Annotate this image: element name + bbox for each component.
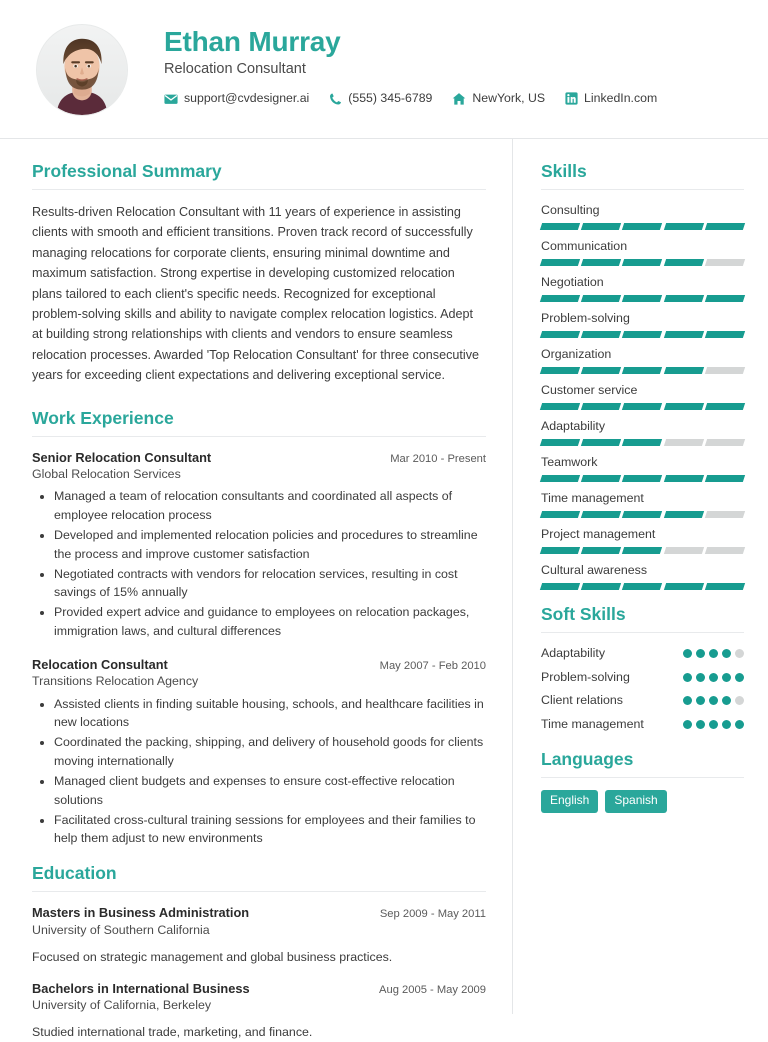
skill-level-bar: [541, 511, 744, 518]
skill-segment: [622, 223, 662, 230]
list-item: • Developed and implemented relocation policies and procedures to streamline the process and improve customer satisfaction: [54, 526, 486, 564]
skill-level-bar: [541, 475, 744, 482]
section-skills: [541, 161, 744, 590]
skill-segment: [705, 223, 745, 230]
list-item: • Coordinated the packing, shipping, and delivery of household goods for clients moving internationally: [54, 733, 486, 771]
section-divider: [541, 777, 744, 778]
section-title-languages: Languages: [541, 748, 634, 769]
education-entry-head: [32, 980, 486, 997]
contact-phone[interactable]: [329, 92, 432, 106]
skill-label: Consulting: [541, 203, 600, 217]
skill-segment: [581, 583, 621, 590]
skill-row: [541, 490, 744, 518]
skill-segment: [663, 403, 703, 410]
skill-segment: [581, 223, 621, 230]
skill-level-bar: [541, 439, 744, 446]
rating-dot: [722, 649, 731, 658]
contact-row: [164, 92, 657, 106]
skill-segment: [622, 475, 662, 482]
education-date: Aug 2005 - May 2009: [379, 983, 486, 996]
skill-segment: [622, 331, 662, 338]
skill-segment: [540, 403, 580, 410]
soft-skill-label: Time management: [541, 717, 644, 732]
skills-list: [541, 202, 744, 590]
skill-segment: [622, 367, 662, 374]
skill-label: Communication: [541, 238, 628, 253]
skill-segment: [540, 547, 580, 554]
summary-text: Results-driven Relocation Consultant with 11 years of experience in assisting clients with smooth and efficient transitions. Proven track record of successfully managing relocations for corporate clients, ensuring minimal downtime and maximum satisfaction. Strong expertise in developing customized relocation plans tailored to each client's specific needs. Recognized for exceptional problem-solving skills and ability to navigate complex relocation logistics. Adept at building strong relationships with clients and vendors to ensure seamless relocation processes. Awarded 'Top Relocation Consultant' for three consecutive years for exceeding client expectations and delivering exceptional service.: [32, 205, 480, 383]
soft-skill-rating: [683, 692, 744, 705]
skill-segment: [705, 547, 745, 554]
skill-label: Organization: [541, 346, 612, 361]
skill-segment: [581, 367, 621, 374]
section-title-summary: Professional Summary: [32, 161, 222, 181]
skill-label: Customer service: [541, 382, 638, 397]
rating-dot: [683, 649, 692, 658]
skill-segment: [540, 367, 580, 374]
sidebar-column: [513, 139, 768, 1014]
rating-dot: [709, 696, 718, 705]
skill-level-bar: [541, 259, 744, 266]
contact-phone-text: (555) 345-6789: [348, 91, 433, 106]
experience-organization: Global Relocation Services: [32, 466, 181, 481]
skill-segment: [581, 403, 621, 410]
education-degree: Masters in Business Administration: [32, 905, 250, 921]
skill-segment: [622, 583, 662, 590]
skill-label: Problem-solving: [541, 310, 630, 325]
contact-linkedin-text: LinkedIn.com: [584, 91, 658, 106]
skill-row: [541, 454, 744, 482]
rating-dot: [696, 720, 705, 729]
envelope-icon: [164, 92, 178, 106]
skill-row: [541, 346, 744, 374]
skill-segment: [540, 223, 580, 230]
skill-segment: [663, 547, 703, 554]
education-date: Sep 2009 - May 2011: [379, 908, 486, 921]
skill-segment: [663, 331, 703, 338]
skill-segment: [540, 475, 580, 482]
section-divider: [32, 891, 486, 892]
main-column: [0, 139, 513, 1040]
section-title-soft-skills: Soft Skills: [541, 603, 626, 624]
skill-row: [541, 238, 744, 266]
section-title-education: Education: [32, 863, 117, 884]
skill-segment: [540, 583, 580, 590]
skill-segment: [540, 439, 580, 446]
skill-row: [541, 274, 744, 302]
skill-row: [541, 526, 744, 554]
skill-level-bar: [541, 367, 744, 374]
skill-segment: [622, 259, 662, 266]
experience-entry: [32, 449, 486, 641]
phone-icon: [329, 92, 342, 106]
skill-level-bar: [541, 223, 744, 230]
rating-dot: [735, 649, 744, 658]
section-divider: [541, 632, 744, 633]
rating-dot: [683, 673, 692, 682]
skill-label: Adaptability: [541, 418, 606, 433]
education-entry: [32, 980, 486, 1042]
skill-segment: [622, 295, 662, 302]
section-professional-summary: [32, 161, 486, 386]
language-chip: English: [541, 790, 598, 813]
skill-segment: [705, 331, 745, 338]
contact-linkedin[interactable]: [565, 92, 657, 105]
skill-segment: [705, 259, 745, 266]
skill-segment: [705, 511, 745, 518]
linkedin-icon: [565, 92, 578, 105]
skill-segment: [663, 259, 703, 266]
resume-header: [0, 0, 768, 139]
section-title-skills: Skills: [541, 161, 587, 181]
skill-segment: [581, 511, 621, 518]
skill-segment: [663, 511, 703, 518]
skill-segment: [663, 439, 703, 446]
skill-segment: [663, 583, 703, 590]
skill-segment: [663, 367, 703, 374]
page-title: Ethan Murray: [164, 26, 341, 57]
experience-role: Relocation Consultant: [32, 656, 168, 672]
rating-dot: [722, 673, 731, 682]
list-item: • Negotiated contracts with vendors for relocation services, resulting in cost savings of 15% annually: [54, 565, 486, 603]
list-item: • Provided expert advice and guidance to employees on relocation packages, immigration laws, and cultural differences: [54, 603, 486, 641]
skill-segment: [705, 367, 745, 374]
section-divider: [32, 189, 486, 190]
rating-dot: [735, 673, 744, 682]
section-divider: [541, 189, 744, 190]
section-education: [32, 863, 486, 1041]
rating-dot: [696, 649, 705, 658]
skill-row: [541, 202, 744, 230]
skill-level-bar: [541, 295, 744, 302]
section-languages: [541, 749, 744, 813]
soft-skill-label: Client relations: [541, 693, 623, 708]
education-description: Focused on strategic management and global business practices.: [32, 949, 393, 964]
education-entry: [32, 904, 486, 966]
rating-dot: [696, 696, 705, 705]
skill-segment: [581, 475, 621, 482]
skill-segment: [663, 295, 703, 302]
skill-level-bar: [541, 583, 744, 590]
skill-segment: [622, 403, 662, 410]
skill-row: [541, 418, 744, 446]
rating-dot: [722, 696, 731, 705]
experience-bullet-list: [32, 695, 486, 849]
skill-segment: [581, 259, 621, 266]
skill-segment: [705, 475, 745, 482]
skill-level-bar: [541, 331, 744, 338]
soft-skill-rating: [683, 645, 744, 658]
profile-photo-illustration: [37, 25, 127, 115]
experience-organization: Transitions Relocation Agency: [32, 674, 199, 689]
experience-date: May 2007 - Feb 2010: [379, 659, 486, 672]
list-item: • Facilitated cross-cultural training sessions for employees and their families to help them adjust to new environments: [54, 811, 486, 849]
education-school: University of Southern California: [32, 922, 210, 937]
languages-list: [541, 790, 744, 813]
avatar: [36, 24, 128, 116]
rating-dot: [735, 720, 744, 729]
contact-location[interactable]: [452, 92, 545, 106]
education-school: University of California, Berkeley: [32, 997, 212, 1012]
experience-entry-head: [32, 656, 486, 673]
experience-bullet-list: [32, 487, 486, 641]
contact-email-text: support@cvdesigner.ai: [184, 91, 310, 106]
skill-level-bar: [541, 547, 744, 554]
section-soft-skills: [541, 604, 744, 733]
skill-label: Teamwork: [541, 454, 598, 469]
skill-label: Negotiation: [541, 274, 604, 289]
skill-segment: [705, 439, 745, 446]
skill-segment: [540, 331, 580, 338]
skill-row: [541, 310, 744, 338]
job-title: Relocation Consultant: [164, 61, 306, 78]
experience-entry: [32, 656, 486, 848]
experience-date: Mar 2010 - Present: [390, 452, 486, 465]
resume-body: [0, 139, 768, 1040]
rating-dot: [696, 673, 705, 682]
skill-segment: [705, 403, 745, 410]
soft-skill-rating: [683, 716, 744, 729]
skill-segment: [540, 511, 580, 518]
experience-entry-head: [32, 449, 486, 466]
skill-segment: [581, 295, 621, 302]
section-work-experience: [32, 408, 486, 849]
contact-email[interactable]: [164, 92, 309, 106]
skill-segment: [540, 259, 580, 266]
soft-skill-rating: [683, 669, 744, 682]
home-icon: [452, 92, 466, 106]
skill-level-bar: [541, 403, 744, 410]
section-divider: [32, 436, 486, 437]
rating-dot: [735, 696, 744, 705]
skill-segment: [581, 547, 621, 554]
skill-segment: [622, 439, 662, 446]
skill-segment: [663, 223, 703, 230]
section-title-experience: Work Experience: [32, 407, 174, 428]
rating-dot: [709, 720, 718, 729]
skill-segment: [705, 583, 745, 590]
skill-segment: [622, 511, 662, 518]
education-description: Studied international trade, marketing, and finance.: [32, 1025, 313, 1040]
education-degree: Bachelors in International Business: [32, 980, 250, 996]
skill-segment: [663, 475, 703, 482]
skill-segment: [540, 295, 580, 302]
rating-dot: [683, 696, 692, 705]
soft-skill-row: [541, 716, 744, 733]
rating-dot: [683, 720, 692, 729]
list-item: • Assisted clients in finding suitable housing, schools, and healthcare facilities in new locations: [54, 695, 486, 733]
skill-label: Project management: [541, 526, 656, 541]
header-text-block: [128, 22, 657, 106]
language-chip: Spanish: [605, 790, 666, 813]
experience-role: Senior Relocation Consultant: [32, 449, 212, 465]
skill-row: [541, 562, 744, 590]
soft-skill-label: Problem-solving: [541, 669, 630, 684]
skill-segment: [622, 547, 662, 554]
rating-dot: [709, 649, 718, 658]
soft-skill-row: [541, 669, 744, 686]
rating-dot: [722, 720, 731, 729]
skill-segment: [581, 439, 621, 446]
rating-dot: [709, 673, 718, 682]
list-item: • Managed client budgets and expenses to ensure cost-effective relocation solutions: [54, 772, 486, 810]
skill-segment: [581, 331, 621, 338]
soft-skill-label: Adaptability: [541, 645, 606, 660]
soft-skill-row: [541, 645, 744, 662]
soft-skills-list: [541, 645, 744, 733]
list-item: • Managed a team of relocation consultants and coordinated all aspects of employee relocation process: [54, 487, 486, 525]
skill-label: Cultural awareness: [541, 562, 648, 577]
skill-segment: [705, 295, 745, 302]
education-entry-head: [32, 904, 486, 921]
soft-skill-row: [541, 692, 744, 709]
skill-row: [541, 382, 744, 410]
contact-location-text: NewYork, US: [472, 91, 546, 106]
skill-label: Time management: [541, 490, 644, 505]
